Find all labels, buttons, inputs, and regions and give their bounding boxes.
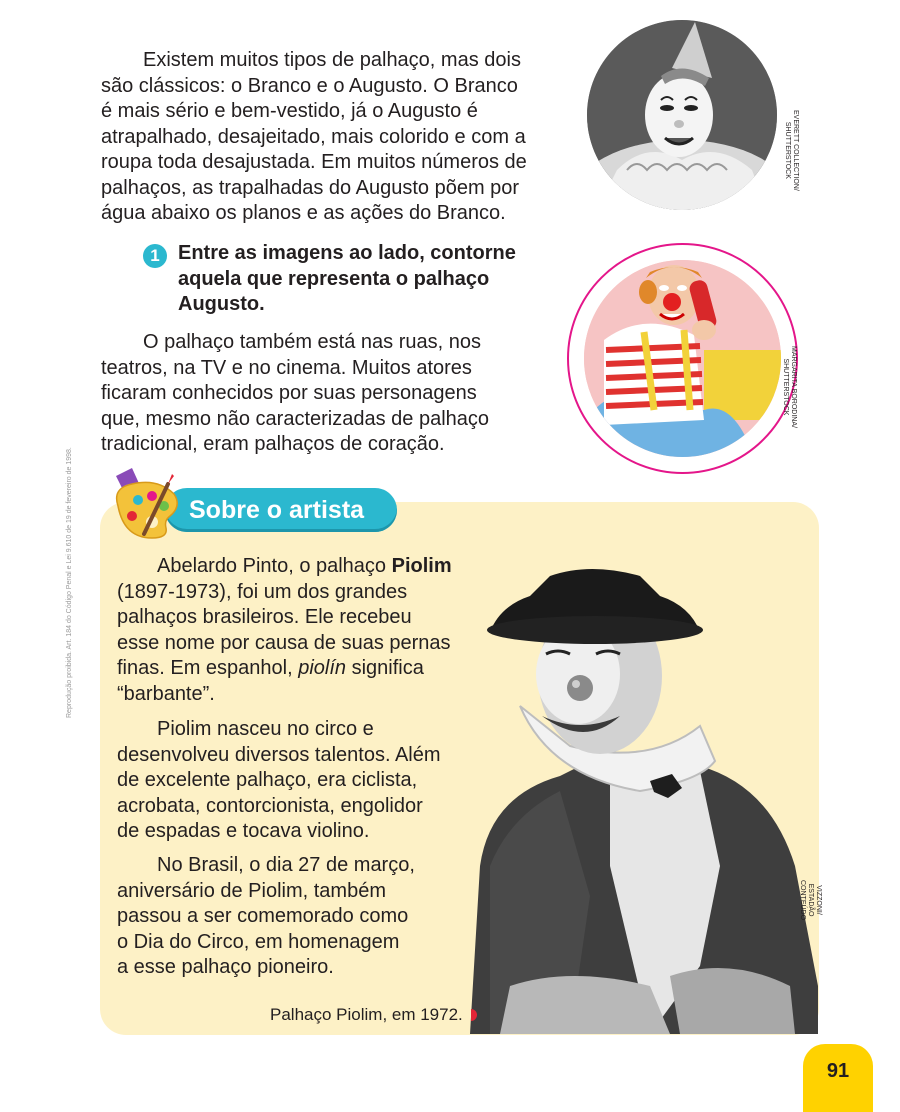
text-line: roupa toda desajustada. Em muitos números de (101, 151, 527, 173)
text-line: aniversário de Piolim, também (117, 879, 386, 902)
text-line: passou a ser comemorado como (117, 905, 409, 928)
piolim-paragraph-1 (117, 554, 507, 708)
intro-paragraph (101, 48, 561, 227)
legal-notice: Reprodução proibida. Art. 184 do Código Penal e Lei 9.610 de 19 de fevereiro de 1998. (66, 447, 73, 718)
text-run: finas. Em espanhol, (117, 657, 299, 680)
text-line: Piolim nasceu no circo e (157, 718, 374, 740)
text-line: acrobata, contorcionista, engolidor (117, 794, 423, 817)
text-line: Entre as imagens ao lado, contorne (178, 242, 516, 264)
credit-line: ESTADÃO (807, 883, 814, 917)
text-line: Augusto. (178, 293, 265, 315)
credit-line: EVERETT COLLECTION/ (792, 110, 799, 191)
text-line: teatros, na TV e no cinema. Muitos atores (101, 356, 472, 379)
text-line: Existem muitos tipos de palhaço, mas dois (143, 49, 521, 71)
photo-credit-margarita (781, 346, 797, 428)
text-line: No Brasil, o dia 27 de março, (157, 854, 415, 876)
photo-caption (270, 1004, 477, 1026)
text-line: desenvolveu diversos talentos. Além (117, 743, 441, 766)
white-clown-photo[interactable] (587, 20, 777, 210)
text-run: Abelardo Pinto, o palhaço (157, 555, 392, 577)
activity-number-badge: 1 (143, 244, 167, 268)
page-number: 91 (826, 1060, 850, 1082)
text-line: tradicional, eram palhaços de coração. (101, 433, 445, 455)
art-palette-icon (108, 464, 182, 542)
text-line: o Dia do Circo, em homenagem (117, 930, 400, 953)
credit-line: SHUTTERSTOCK (782, 358, 789, 416)
street-paragraph (101, 330, 521, 458)
credit-line: CONTEÚDO (799, 880, 806, 921)
text-line: a esse palhaço pioneiro. (117, 956, 334, 979)
augusto-clown-illustration (584, 260, 781, 457)
credit-line: MARGARITA BORODINA/ (790, 346, 797, 428)
page-number-tab (803, 1044, 873, 1112)
white-clown-illustration (587, 20, 777, 210)
text-run: significa (346, 657, 424, 680)
piolim-paragraph-3 (117, 853, 507, 981)
caption-text: Palhaço Piolim, em 1972. (270, 1005, 463, 1024)
piolim-bold-name: Piolim (391, 555, 452, 577)
activity-instruction (178, 241, 548, 318)
text-line: palhaços, as trapalhadas do Augusto põem por (101, 176, 520, 199)
text-line: ficaram conhecidos por suas personagens (101, 382, 477, 404)
about-artist-heading: Sobre o artista (189, 496, 365, 524)
augusto-clown-photo[interactable] (584, 260, 781, 457)
text-line: água abaixo os planos e as ações do Branco. (101, 202, 506, 224)
photo-credit-everett (783, 110, 799, 191)
caption-marker-icon (471, 1009, 477, 1021)
text-line: “barbante”. (117, 682, 215, 705)
piolim-paragraph-2 (117, 717, 507, 845)
text-line: de excelente palhaço, era ciclista, (117, 769, 418, 792)
piolin-italic-word: piolín (298, 657, 347, 680)
text-line: são clássicos: o Branco e o Augusto. O Branco (101, 74, 518, 97)
text-line: O palhaço também está nas ruas, nos (143, 331, 481, 353)
text-line: é mais sério e bem-vestido, já o Augusto é (101, 100, 478, 122)
text-line: atrapalhado, desajeitado, mais colorido e com a (101, 125, 526, 148)
about-artist-header (165, 488, 397, 532)
text-line: aquela que representa o palhaço (178, 267, 490, 290)
text-line: esse nome por causa de suas pernas (117, 631, 451, 654)
text-line: (1897-1973), foi um dos grandes (117, 580, 408, 603)
photo-credit-vizzoni (798, 880, 822, 920)
credit-line: SHUTTERSTOCK (784, 121, 791, 179)
text-line: que, mesmo não caracterizadas de palhaço (101, 407, 490, 430)
credit-line: VIZZONI/ (815, 885, 822, 915)
text-line: palhaços brasileiros. Ele recebeu (117, 606, 412, 629)
text-line: de espadas e tocava violino. (117, 820, 370, 843)
piolim-photo (450, 566, 820, 1034)
